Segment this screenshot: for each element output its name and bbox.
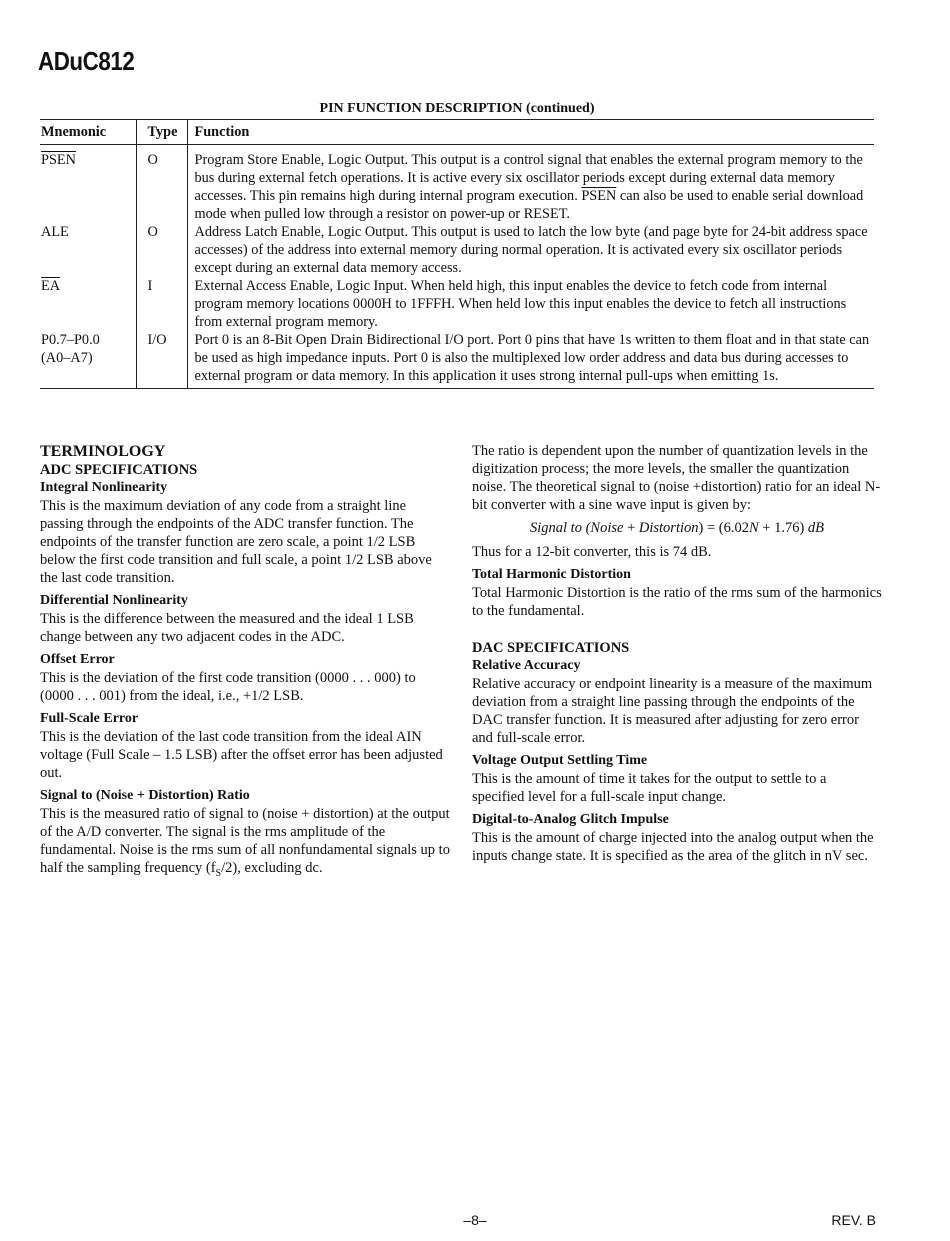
- mnemonic-cell: ALE: [40, 223, 136, 277]
- column-header-mnemonic: Mnemonic: [40, 120, 136, 145]
- eq-part: + 1.76): [758, 520, 808, 536]
- type-cell: I/O: [136, 331, 187, 389]
- glitch-impulse-heading: Digital-to-Analog Glitch Impulse: [472, 812, 669, 827]
- revision-label: REV. B: [831, 1212, 876, 1228]
- mnemonic-cell: [40, 145, 136, 224]
- thd-heading: Total Harmonic Distortion: [472, 567, 631, 582]
- table-row: [40, 223, 874, 277]
- differential-nonlinearity-text: This is the difference between the measured and the ideal 1 LSB change between any two adjacent codes in the ADC.: [40, 611, 414, 645]
- glitch-impulse-text: This is the amount of charge injected into the analog output when the inputs change state. It is specified as the area of the glitch in nV sec.: [472, 830, 874, 864]
- differential-nonlinearity-heading: Differential Nonlinearity: [40, 593, 188, 608]
- column-header-type: Type: [136, 120, 187, 145]
- table-row: [40, 145, 874, 224]
- mnemonic-p0: P0.7–P0.0: [41, 332, 100, 348]
- integral-nonlinearity-heading: Integral Nonlinearity: [40, 480, 168, 495]
- snr-heading: Signal to (Noise + Distortion) Ratio: [40, 788, 250, 803]
- section-gap: [472, 625, 882, 639]
- table-row: [40, 277, 874, 331]
- dac-specifications-heading: DAC SPECIFICATIONS: [472, 640, 630, 656]
- function-cell: Port 0 is an 8-Bit Open Drain Bidirectional I/O port. Port 0 pins that have 1s written to them float and in that state can be used as high impedance inputs. Port 0 is also the multiplexed low order address and data bus during accesses to external program or data memory. In this application it uses strong internal pull-ups when emitting 1s.: [187, 331, 874, 389]
- offset-error-text: This is the deviation of the first code transition (0000 . . . 000) to (0000 . . . 001) from the ideal, i.e., +1/2 LSB.: [40, 670, 416, 704]
- eq-part: Signal to (: [529, 520, 591, 536]
- terminology-title: TERMINOLOGY: [40, 443, 166, 460]
- function-cell: Address Latch Enable, Logic Output. This output is used to latch the low byte (and page byte for 24-bit address space accesses) of the address into external memory during normal operation. It is activated every six oscillator periods except during an external data memory access.: [194, 224, 868, 276]
- type-cell: I: [136, 277, 187, 331]
- settling-time-heading: Voltage Output Settling Time: [472, 753, 648, 768]
- mnemonic-p0-alias: (A0–A7): [41, 350, 93, 366]
- function-text: Program Store Enable, Logic Output. This output is a control signal that enables the external program memory to the bus during external fetch operations. It is active every six oscillator periods except during external data memory accesses. This pin remains high during internal program execution.: [194, 152, 863, 204]
- settling-time-text: This is the amount of time it takes for the output to settle to a specified level for a full-scale input change.: [472, 771, 827, 805]
- relative-accuracy-heading: Relative Accuracy: [472, 658, 581, 673]
- eq-part: N: [748, 520, 759, 536]
- mnemonic-cell: [40, 277, 136, 331]
- adc-specifications-heading: ADC SPECIFICATIONS: [40, 462, 198, 478]
- integral-nonlinearity-text: This is the maximum deviation of any code from a straight line passing through the endpoints of the ADC transfer function. The endpoints of the transfer function are zero scale, a point 1/2 LSB below the first code transition and full scale, a point 1/2 LSB above the last code transition.: [40, 498, 432, 586]
- eq-part: +: [623, 520, 639, 536]
- pin-table-title: PIN FUNCTION DESCRIPTION (continued): [319, 101, 595, 116]
- mnemonic-psen: PSEN: [41, 152, 76, 168]
- page-number: –8–: [463, 1212, 487, 1228]
- snr-text-a: This is the measured ratio of signal to (noise + distortion) at the output of the A/D converter. The signal is the rms amplitude of the fundamental. Noise is the rms sum of all nonfundamental signals up to half the sampling frequency (f: [40, 806, 450, 876]
- function-text-cont: can also be used to enable serial download mode when pulled low through a resistor on power-up or RESET.: [194, 188, 864, 222]
- pin-function-table: [40, 119, 874, 389]
- full-scale-error-heading: Full-Scale Error: [40, 711, 139, 726]
- function-psen-overline: PSEN: [581, 188, 617, 204]
- function-cell: [187, 145, 874, 224]
- eq-part: ) = (6.02: [698, 520, 749, 536]
- eq-part: dB: [807, 520, 825, 536]
- terminology-left-column: [40, 442, 450, 888]
- type-cell: O: [136, 145, 187, 224]
- snr-text-b: /2), excluding dc.: [221, 860, 323, 876]
- snr-equation: [472, 519, 882, 537]
- snr-text: [40, 805, 450, 883]
- snr-text-sub: S: [215, 867, 222, 879]
- column-header-function: Function: [187, 120, 874, 145]
- function-cell: External Access Enable, Logic Input. When held high, this input enables the device to fetch code from internal program memory locations 0000H to 1FFFH. When held low this input enables the device to fetch all instructions from external program memory.: [194, 278, 847, 330]
- part-number-header: ADuC812: [38, 46, 135, 76]
- snr-result-text: Thus for a 12-bit converter, this is 74 dB.: [472, 544, 712, 560]
- mnemonic-cell: [40, 331, 136, 389]
- table-row: [40, 331, 874, 389]
- offset-error-heading: Offset Error: [40, 652, 115, 667]
- snr-continued-text: The ratio is dependent upon the number of quantization levels in the digitization process; the more levels, the smaller the quantization noise. The theoretical signal to (noise +distortion) ratio for an ideal N-bit converter with a sine wave input is given by:: [472, 443, 881, 513]
- eq-part: Distortion: [638, 520, 699, 536]
- mnemonic-ea: $\overline{EA}$: [41, 278, 61, 294]
- type-cell: O: [136, 223, 187, 277]
- relative-accuracy-text: Relative accuracy or endpoint linearity is a measure of the maximum deviation from a straight line passing through the endpoints of the DAC transfer function. It is measured after adjusting for zero error and full-scale error.: [472, 676, 873, 746]
- table-header-row: [40, 120, 874, 145]
- eq-part: Noise: [590, 520, 624, 536]
- terminology-right-column: [472, 442, 882, 870]
- full-scale-error-text: This is the deviation of the last code transition from the ideal AIN voltage (Full Scale – 1.5 LSB) after the offset error has been adjusted out.: [40, 729, 443, 781]
- thd-text: Total Harmonic Distortion is the ratio of the rms sum of the harmonics to the fundamental.: [472, 585, 882, 619]
